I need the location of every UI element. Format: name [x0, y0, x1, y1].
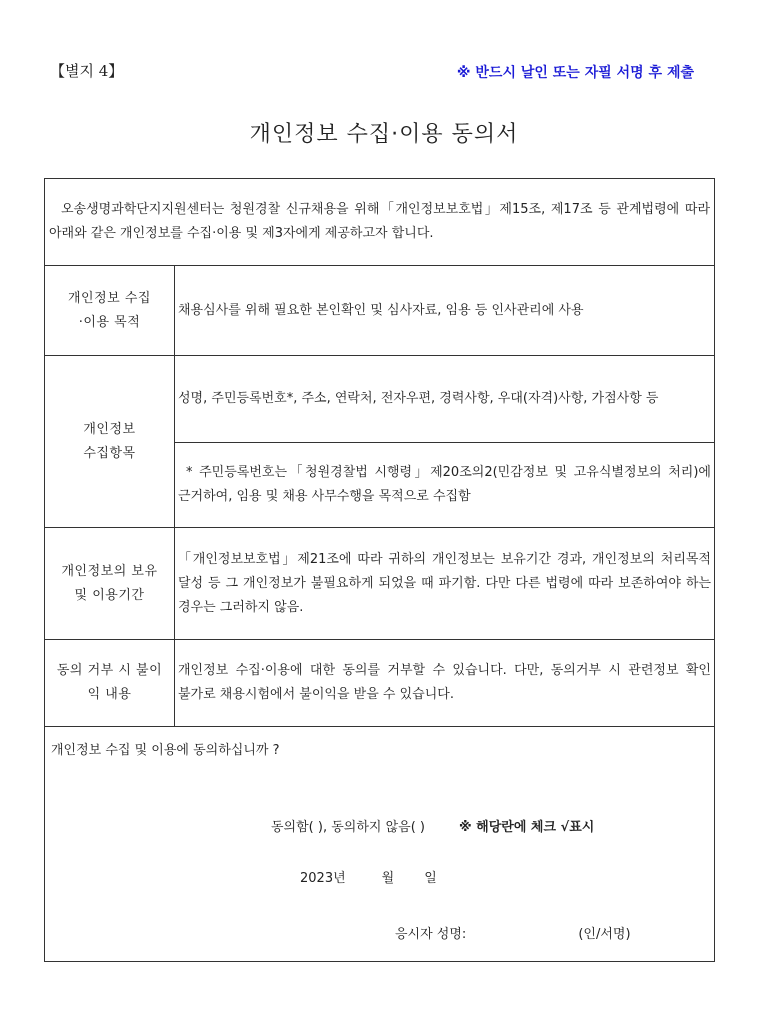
attachment-label: 【별지 4】: [50, 62, 124, 80]
retention-label: [45, 528, 175, 640]
signature-seal[interactable]: (인/서명): [578, 927, 631, 942]
consent-options: [271, 816, 594, 840]
date-year: 2023년: [300, 871, 346, 886]
consent-question: 개인정보 수집 및 이용에 동의하십니까 ?: [51, 743, 280, 758]
items-row: [45, 356, 715, 443]
signature-line: [395, 923, 631, 947]
refusal-label: [45, 640, 175, 727]
date-day: 일: [424, 871, 437, 886]
purpose-label-line1: 개인정보 수집: [68, 290, 151, 306]
signature-notice: ※ 반드시 날인 또는 자필 서명 후 제출: [456, 65, 694, 81]
document-title: 개인정보 수집·이용 동의서: [249, 122, 519, 147]
purpose-content: 채용심사를 위해 필요한 본인확인 및 심사자료, 임용 등 인사관리에 사용: [175, 266, 715, 356]
items-label-line1: 개인정보: [83, 421, 136, 437]
consent-row: [45, 727, 715, 962]
signer-label: 응시자 성명:: [395, 927, 467, 942]
consent-cell: [45, 727, 715, 962]
retention-label-line2: 및 이용기간: [74, 587, 145, 603]
retention-content: 「개인정보보호법」제21조에 따라 귀하의 개인정보는 보유기간 경과, 개인정보의 처리목적 달성 등 그 개인정보가 불필요하게 되었을 때 파기함. 다만 다른 법령에 따라 보존하여야 하는 경우는 그러하지 않음.: [175, 528, 715, 640]
retention-row: [45, 528, 715, 640]
items-label-line2: 수집항목: [83, 445, 136, 461]
purpose-label: [45, 266, 175, 356]
purpose-row: [45, 266, 715, 356]
consent-agree-choices[interactable]: 동의함( ), 동의하지 않음( ): [271, 820, 425, 835]
items-label: [45, 356, 175, 528]
consent-form-table: [44, 178, 715, 962]
date-month: 월: [381, 871, 395, 886]
refusal-content: 개인정보 수집·이용에 대한 동의를 거부할 수 있습니다. 다만, 동의거부 시 관련정보 확인 불가로 채용시험에서 불이익을 받을 수 있습니다.: [175, 640, 715, 727]
retention-label-line1: 개인정보의 보유: [61, 563, 158, 579]
refusal-row: [45, 640, 715, 727]
refusal-label-line2: 익 내용: [87, 687, 132, 702]
date-line: [300, 867, 437, 891]
check-notice: ※ 해당란에 체크 √표시: [458, 820, 595, 835]
items-note: * 주민등록번호는「청원경찰법 시행령」제20조의2(민감정보 및 고유식별정보의 처리)에 근거하여, 임용 및 채용 사무수행을 목적으로 수집함: [175, 443, 715, 528]
refusal-label-line1: 동의 거부 시 불이: [56, 663, 163, 678]
items-content: 성명, 주민등록번호*, 주소, 연락처, 전자우편, 경력사항, 우대(자격)사항, 가점사항 등: [175, 356, 715, 443]
purpose-label-line2: ·이용 목적: [78, 314, 141, 330]
intro-paragraph: 오송생명과학단지지원센터는 청원경찰 신규채용을 위해「개인정보보호법」제15조, 제17조 등 관계법령에 따라 아래와 같은 개인정보를 수집·이용 및 제3자에게 제공하고자 합니다.: [45, 179, 715, 266]
